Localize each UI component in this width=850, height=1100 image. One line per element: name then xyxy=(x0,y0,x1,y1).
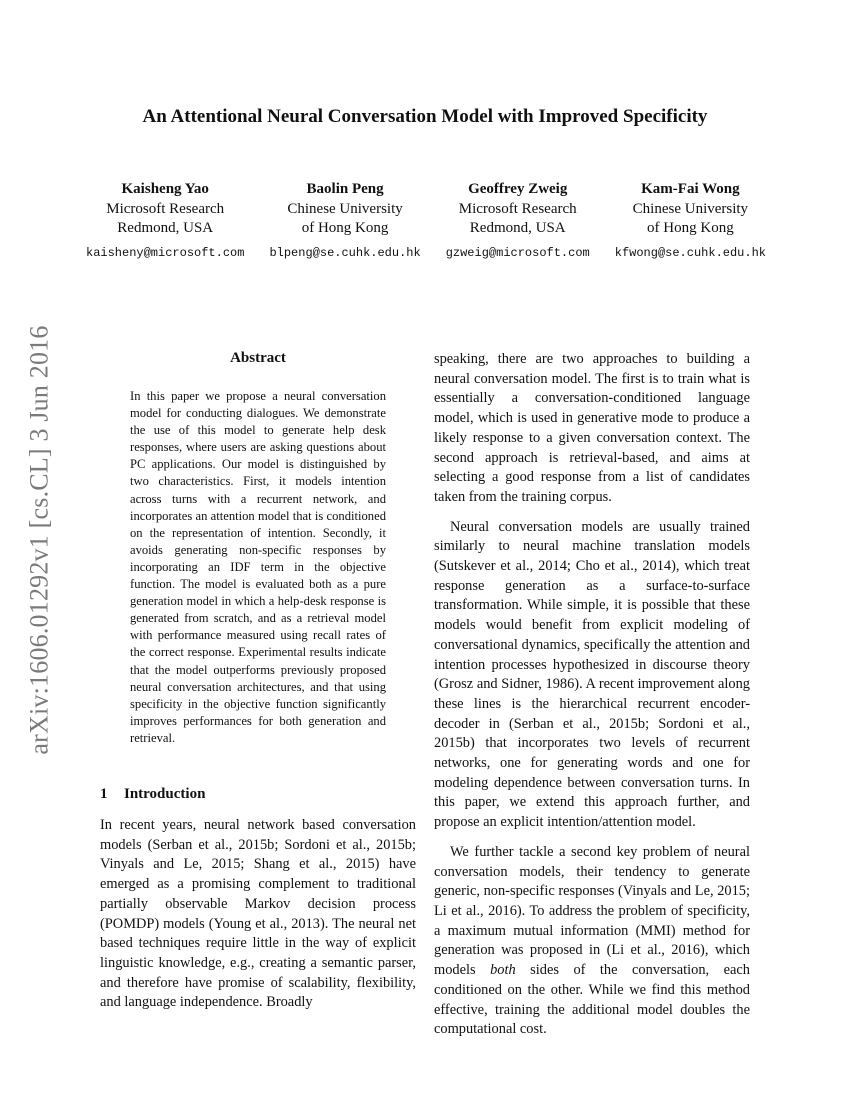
intro-paragraph-2: Neural conversation models are usually trained similarly to neural machine translation models (Sutskever et al., 2014; Cho et al., 2014), which treat response generation as a surface-to-surface transformation. While simple, it is possible that these models would benefit from explicit modeling of conversational dynamics, specifically the attention and intention processes hypothesized in discourse theory (Grosz and Sidner, 1986). A recent improvement along these lines is the hierarchical recurrent encoder-decoder in (Serban et al., 2015b; Sordoni et al., 2015b) that incorporates two levels of recurrent networks, one for generating words and one for modeling dependence between conversation turns. In this paper, we extend this approach further, and propose an explicit intention/attention model. xyxy=(434,518,750,831)
author-location: of Hong Kong xyxy=(647,220,734,236)
author-1 xyxy=(86,180,244,263)
author-3 xyxy=(446,180,590,263)
intro-paragraph-1-continued: speaking, there are two approaches to building a neural conversation model. The first is to train what is essentially a conversation-conditioned language model, which is used in generative mode to produce a likely response to a given conversation context. The second approach is retrieval-based, and aims at selecting a good response from a list of candidates taken from the training corpus. xyxy=(434,351,750,505)
author-affiliation: Microsoft Research xyxy=(106,200,225,217)
arxiv-identifier-stamp xyxy=(20,300,60,780)
intro-paragraph-1: In recent years, neural network based conversation models (Serban et al., 2015b; Sordoni et al., 2015b; Vinyals and Le, 2015; Shang et al., 2015) have emerged as a promising complement to traditional partially observable Markov decision process (POMDP) models (Young et al., 2013). The neural net based techniques require little in the way of explicit linguistic knowledge, e.g., creating a semantic parser, and therefore have promise of scalability, flexibility, and language independence. Broadly xyxy=(100,817,416,1011)
author-email: kaisheny@microsoft.com xyxy=(86,245,245,260)
author-email: kfwong@se.cuhk.edu.hk xyxy=(614,245,766,260)
author-name: Geoffrey Zweig xyxy=(468,181,568,197)
author-location: of Hong Kong xyxy=(301,220,389,236)
author-affiliation: Chinese University xyxy=(632,200,749,217)
author-name: Kaisheng Yao xyxy=(121,181,209,197)
author-block xyxy=(86,180,766,263)
section-heading-introduction xyxy=(100,786,205,803)
abstract-heading: Abstract xyxy=(230,350,286,366)
paragraph-3-text-a: We further tackle a second key problem of neural conversation models, their tendency to generate generic, non-specific responses (Vinyals and Le, 2015; Li et al., 2016). To address the problem of specificity, a maximum mutual information (MMI) method for generation was proposed in (Li et al., 2016), which models xyxy=(434,843,750,979)
author-affiliation: Chinese University xyxy=(287,200,403,217)
author-name: Kam-Fai Wong xyxy=(641,181,740,197)
author-4 xyxy=(615,180,766,263)
author-name: Baolin Peng xyxy=(306,181,384,197)
author-email: gzweig@microsoft.com xyxy=(445,245,590,260)
arxiv-id-text: arXiv:1606.01292v1 [cs.CL] 3 Jun 2016 xyxy=(25,325,55,755)
author-affiliation: Microsoft Research xyxy=(458,200,577,217)
paragraph-3-text-b: sides of the conversation, each conditioned on the other. While we find this method effective, training the additional model doubles the computational cost. xyxy=(434,962,750,1038)
author-email: blpeng@se.cuhk.edu.hk xyxy=(269,245,421,260)
author-location: Redmond, USA xyxy=(469,220,566,236)
abstract-text: In this paper we propose a neural conversation model for conducting dialogues. We demonstrate the use of this model to generate help desk responses, where users are asking questions about PC applications. Our model is distinguished by two characteristics. First, it models intention across turns with a recurrent network, and incorporates an attention model that is conditioned on the representation of intention. Secondly, it avoids generating non-specific responses by incorporating an IDF term in the objective function. The model is evaluated both as a pure generation model in which a help-desk response is generated from scratch, and as a retrieval model with performance measured using recall rates of the correct response. Experimental results indicate that the model outperforms previously proposed neural conversation architectures, and that using specificity in the objective function significantly improves performances for both generation and retrieval. xyxy=(130,389,386,745)
author-2 xyxy=(269,180,420,263)
paragraph-3-emphasis: both xyxy=(490,962,516,979)
right-column-body xyxy=(434,350,750,1050)
section-title: Introduction xyxy=(124,786,206,802)
left-column-body xyxy=(100,816,416,1013)
author-location: Redmond, USA xyxy=(117,220,214,236)
paper-title: An Attentional Neural Conversation Model with Improved Specificity xyxy=(142,106,708,127)
section-number: 1 xyxy=(100,786,108,802)
intro-paragraph-3 xyxy=(434,843,750,1040)
